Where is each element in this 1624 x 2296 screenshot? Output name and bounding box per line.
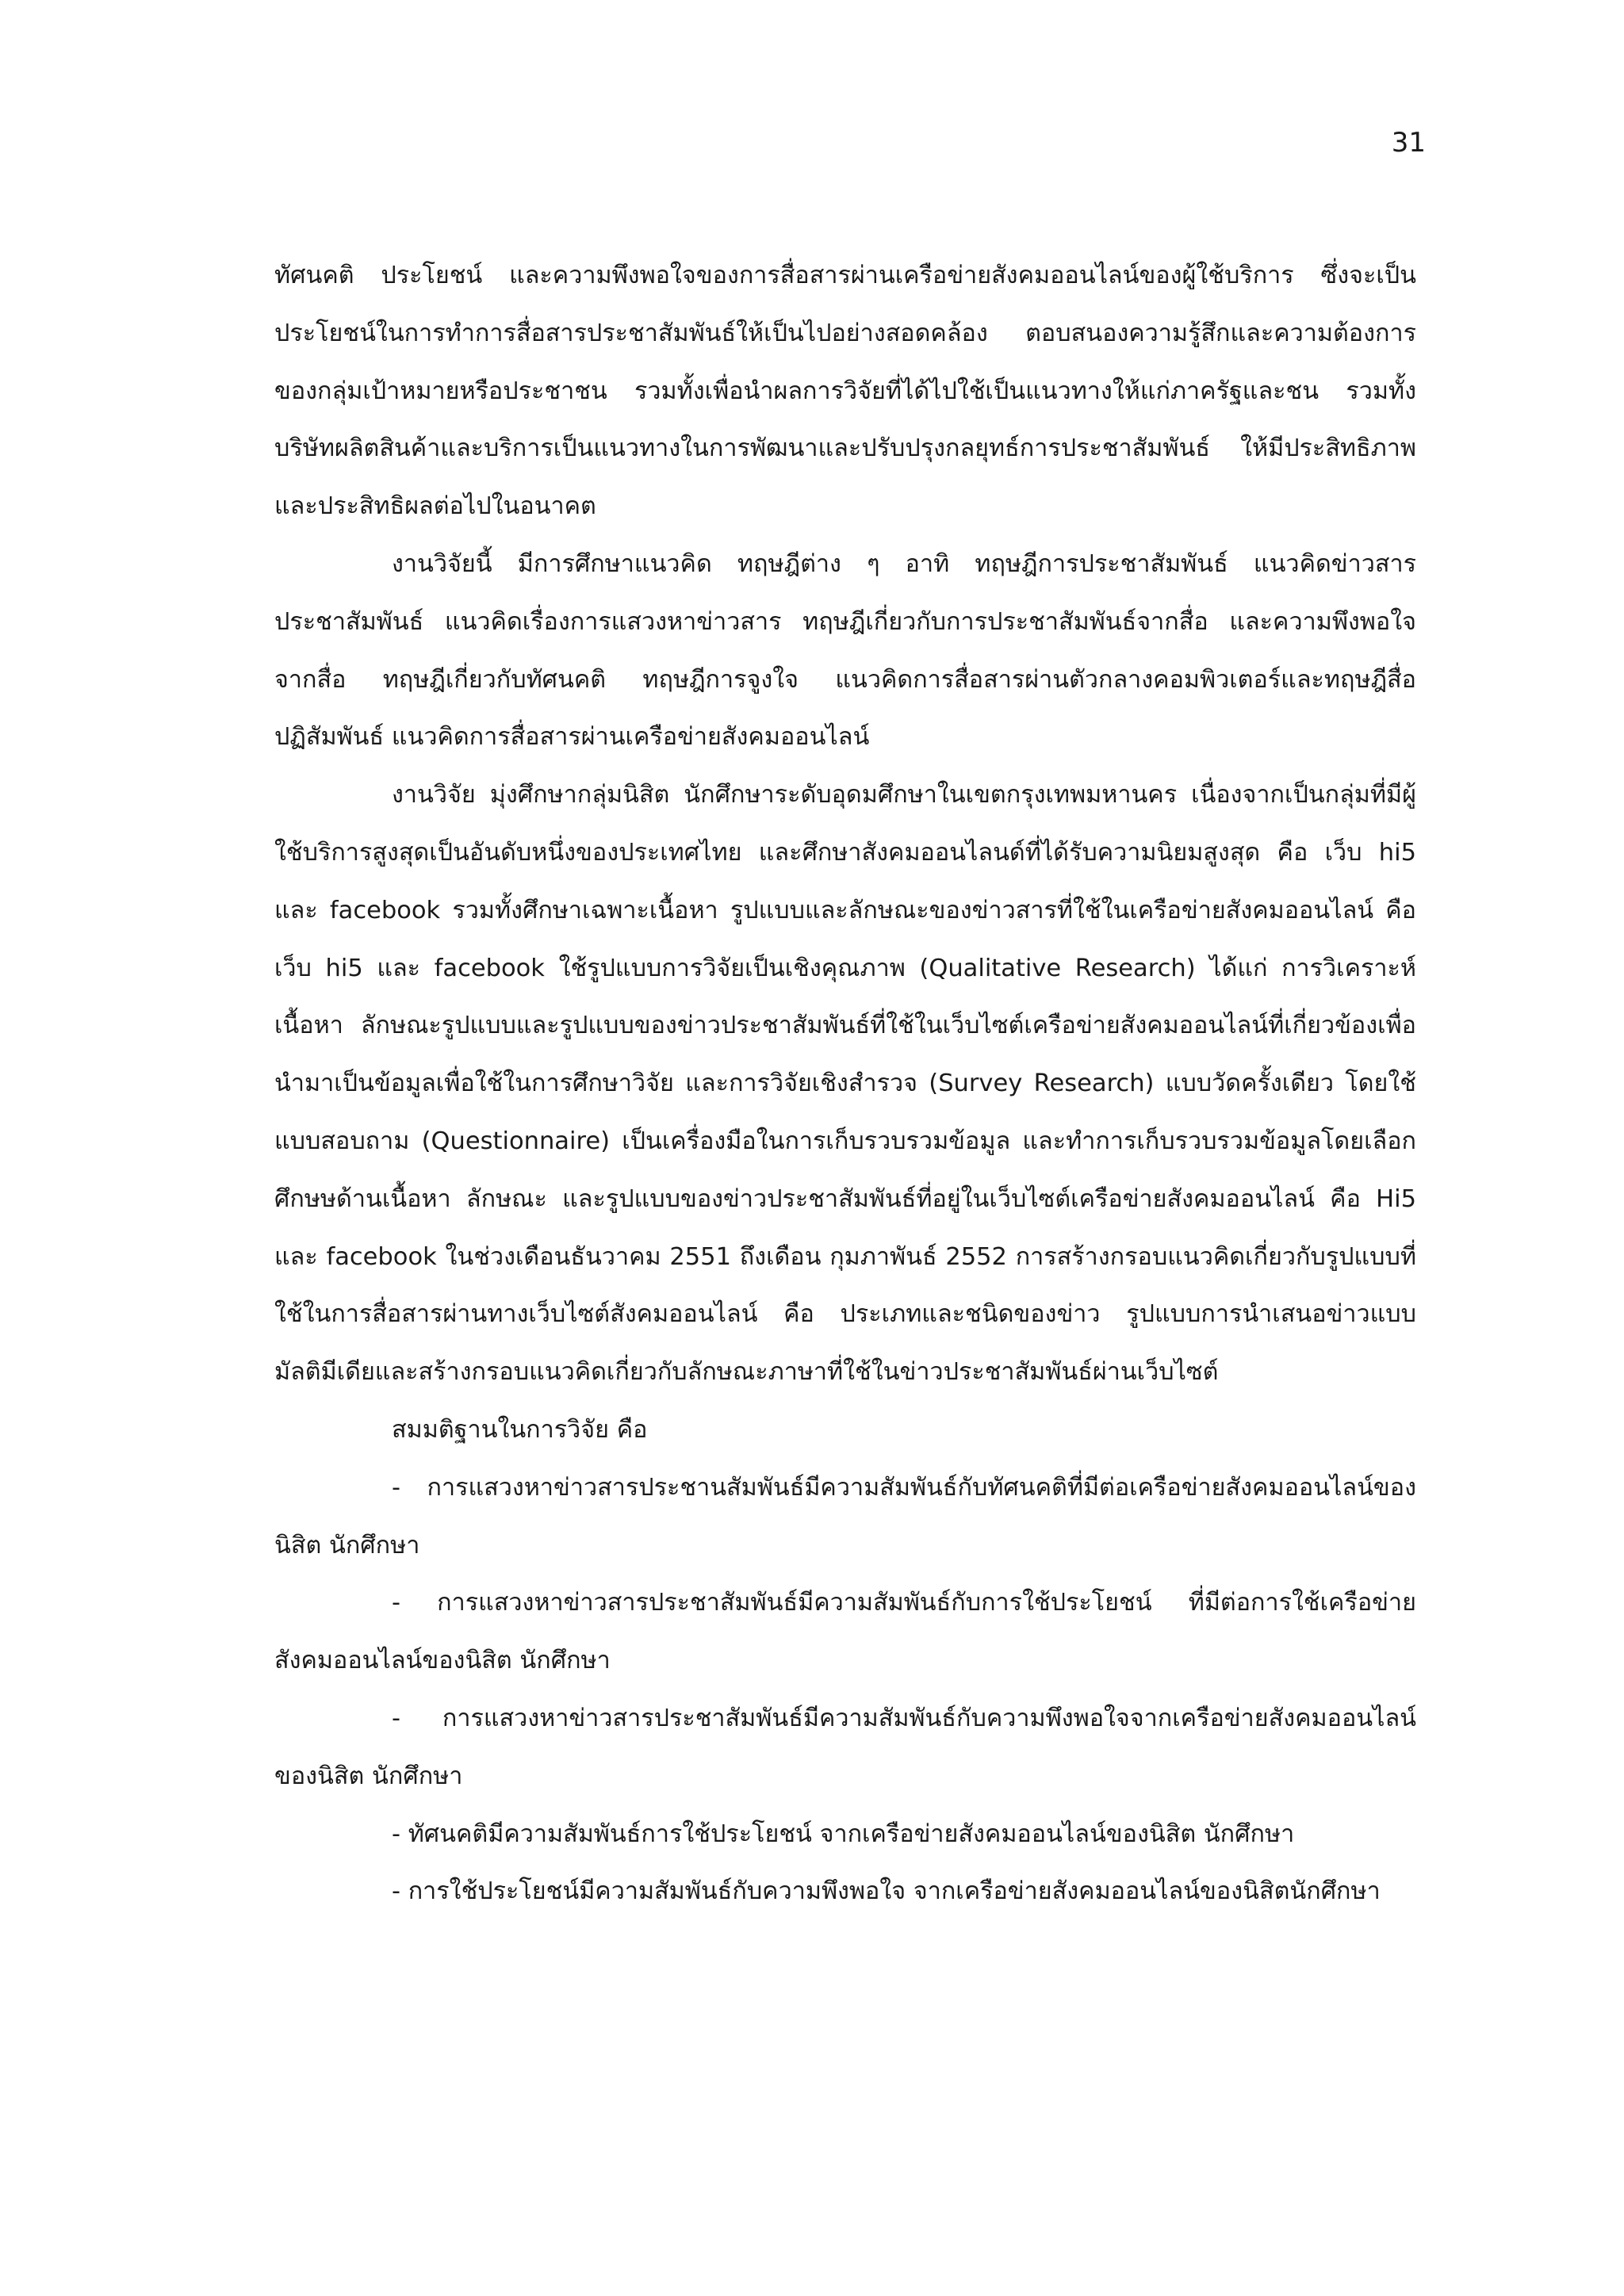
hypothesis-item: - การแสวงหาข่าวสารประชาสัมพันธ์มีความสัมพันธ์กับการใช้ประโยชน์ ที่มีต่อการใช้เครือข่ายสังคมออนไลน์ของนิสิต นักศึกษา bbox=[274, 1589, 1416, 1675]
hypothesis-heading: สมมติฐานในการวิจัย คือ bbox=[392, 1415, 648, 1444]
hypothesis-item: - การแสวงหาข่าวสารประชานสัมพันธ์มีความสัมพันธ์กับทัศนคติที่มีต่อเครือข่ายสังคมออนไลน์ของนิสิต นักศึกษา bbox=[274, 1473, 1416, 1559]
paragraph-continuation: ทัศนคติ ประโยชน์ และความพึงพอใจของการสื่อสารผ่านเครือข่ายสังคมออนไลน์ของผู้ใช้บริการ ซึ่งจะเป็นประโยชน์ในการทำการสื่อสารประชาสัมพันธ์ให้เป็นไปอย่างสอดคล้อง ตอบสนองความรู้สึกและความต้องการของกลุ่มเป้าหมายหรือประชาชน รวมทั้งเพื่อนำผลการวิจัยที่ได้ไปใช้เป็นแนวทางให้แก่ภาครัฐและชน รวมทั้งบริษัทผลิตสินค้าและบริการเป็นแนวทางในการพัฒนาและปรับปรุงกลยุทธ์การประชาสัมพันธ์ ให้มีประสิทธิภาพและประสิทธิผลต่อไปในอนาคต bbox=[274, 262, 1416, 521]
hypothesis-item: - ทัศนคติมีความสัมพันธ์การใช้ประโยชน์ จากเครือข่ายสังคมออนไลน์ของนิสิต นักศึกษา bbox=[392, 1820, 1295, 1848]
paragraph-theories: งานวิจัยนี้ มีการศึกษาแนวคิด ทฤษฎีต่าง ๆ อาทิ ทฤษฎีการประชาสัมพันธ์ แนวคิดข่าวสารประชาสัมพันธ์ แนวคิดเรื่องการแสวงหาข่าวสาร ทฤษฎีเกี่ยวกับการประชาสัมพันธ์จากสื่อ และความพึงพอใจจากสื่อ ทฤษฎีเกี่ยวกับทัศนคติ ทฤษฎีการจูงใจ แนวคิดการสื่อสารผ่านตัวกลางคอมพิวเตอร์และทฤษฎีสื่อปฏิสัมพันธ์ แนวคิดการสื่อสารผ่านเครือข่ายสังคมออนไลน์ bbox=[274, 549, 1416, 752]
page-number: 31 bbox=[1391, 127, 1426, 159]
body-text bbox=[274, 247, 1416, 1921]
hypothesis-item: - การใช้ประโยชน์มีความสัมพันธ์กับความพึงพอใจ จากเครือข่ายสังคมออนไลน์ของนิสิตนักศึกษา bbox=[392, 1877, 1381, 1906]
paragraph-methodology: งานวิจัย มุ่งศึกษากลุ่มนิสิต นักศึกษาระดับอุดมศึกษาในเขตกรุงเทพมหานคร เนื่องจากเป็นกลุ่มที่มีผู้ใช้บริการสูงสุดเป็นอันดับหนึ่งของประเทศไทย และศึกษาสังคมออนไลนด์ที่ได้รับความนิยมสูงสุด คือ เว็บ hi5 และ facebook รวมทั้งศึกษาเฉพาะเนื้อหา รูปแบบและลักษณะของข่าวสารที่ใช้ในเครือข่ายสังคมออนไลน์ คือ เว็บ hi5 และ facebook ใช้รูปแบบการวิจัยเป็นเชิงคุณภาพ (Qualitative Research) ได้แก่ การวิเคราะห์เนื้อหา ลักษณะรูปแบบและรูปแบบของข่าวประชาสัมพันธ์ที่ใช้ในเว็บไซต์เครือข่ายสังคมออนไลน์ที่เกี่ยวข้องเพื่อนำมาเป็นข้อมูลเพื่อใช้ในการศึกษาวิจัย และการวิจัยเชิงสำรวจ (Survey Research) แบบวัดครั้งเดียว โดยใช้แบบสอบถาม (Questionnaire) เป็นเครื่องมือในการเก็บรวบรวมข้อมูล และทำการเก็บรวบรวมข้อมูลโดยเลือกศึกษษด้านเนื้อหา ลักษณะ และรูปแบบของข่าวประชาสัมพันธ์ที่อยู่ในเว็บไซต์เครือข่ายสังคมออนไลน์ คือ Hi5 และ facebook ในช่วงเดือนธันวาคม 2551 ถึงเดือน กุมภาพันธ์ 2552 การสร้างกรอบแนวคิดเกี่ยวกับรูปแบบที่ใช้ในการสื่อสารผ่านทางเว็บไซต์สังคมออนไลน์ คือ ประเภทและชนิดของข่าว รูปแบบการนำเสนอข่าวแบบมัลติมีเดียและสร้างกรอบแนวคิดเกี่ยวกับลักษณะภาษาที่ใช้ในข่าวประชาสัมพันธ์ผ่านเว็บไซต์ bbox=[274, 781, 1416, 1387]
hypothesis-item: - การแสวงหาข่าวสารประชาสัมพันธ์มีความสัมพันธ์กับความพึงพอใจจากเครือข่ายสังคมออนไลน์ของนิสิต นักศึกษา bbox=[274, 1704, 1416, 1790]
